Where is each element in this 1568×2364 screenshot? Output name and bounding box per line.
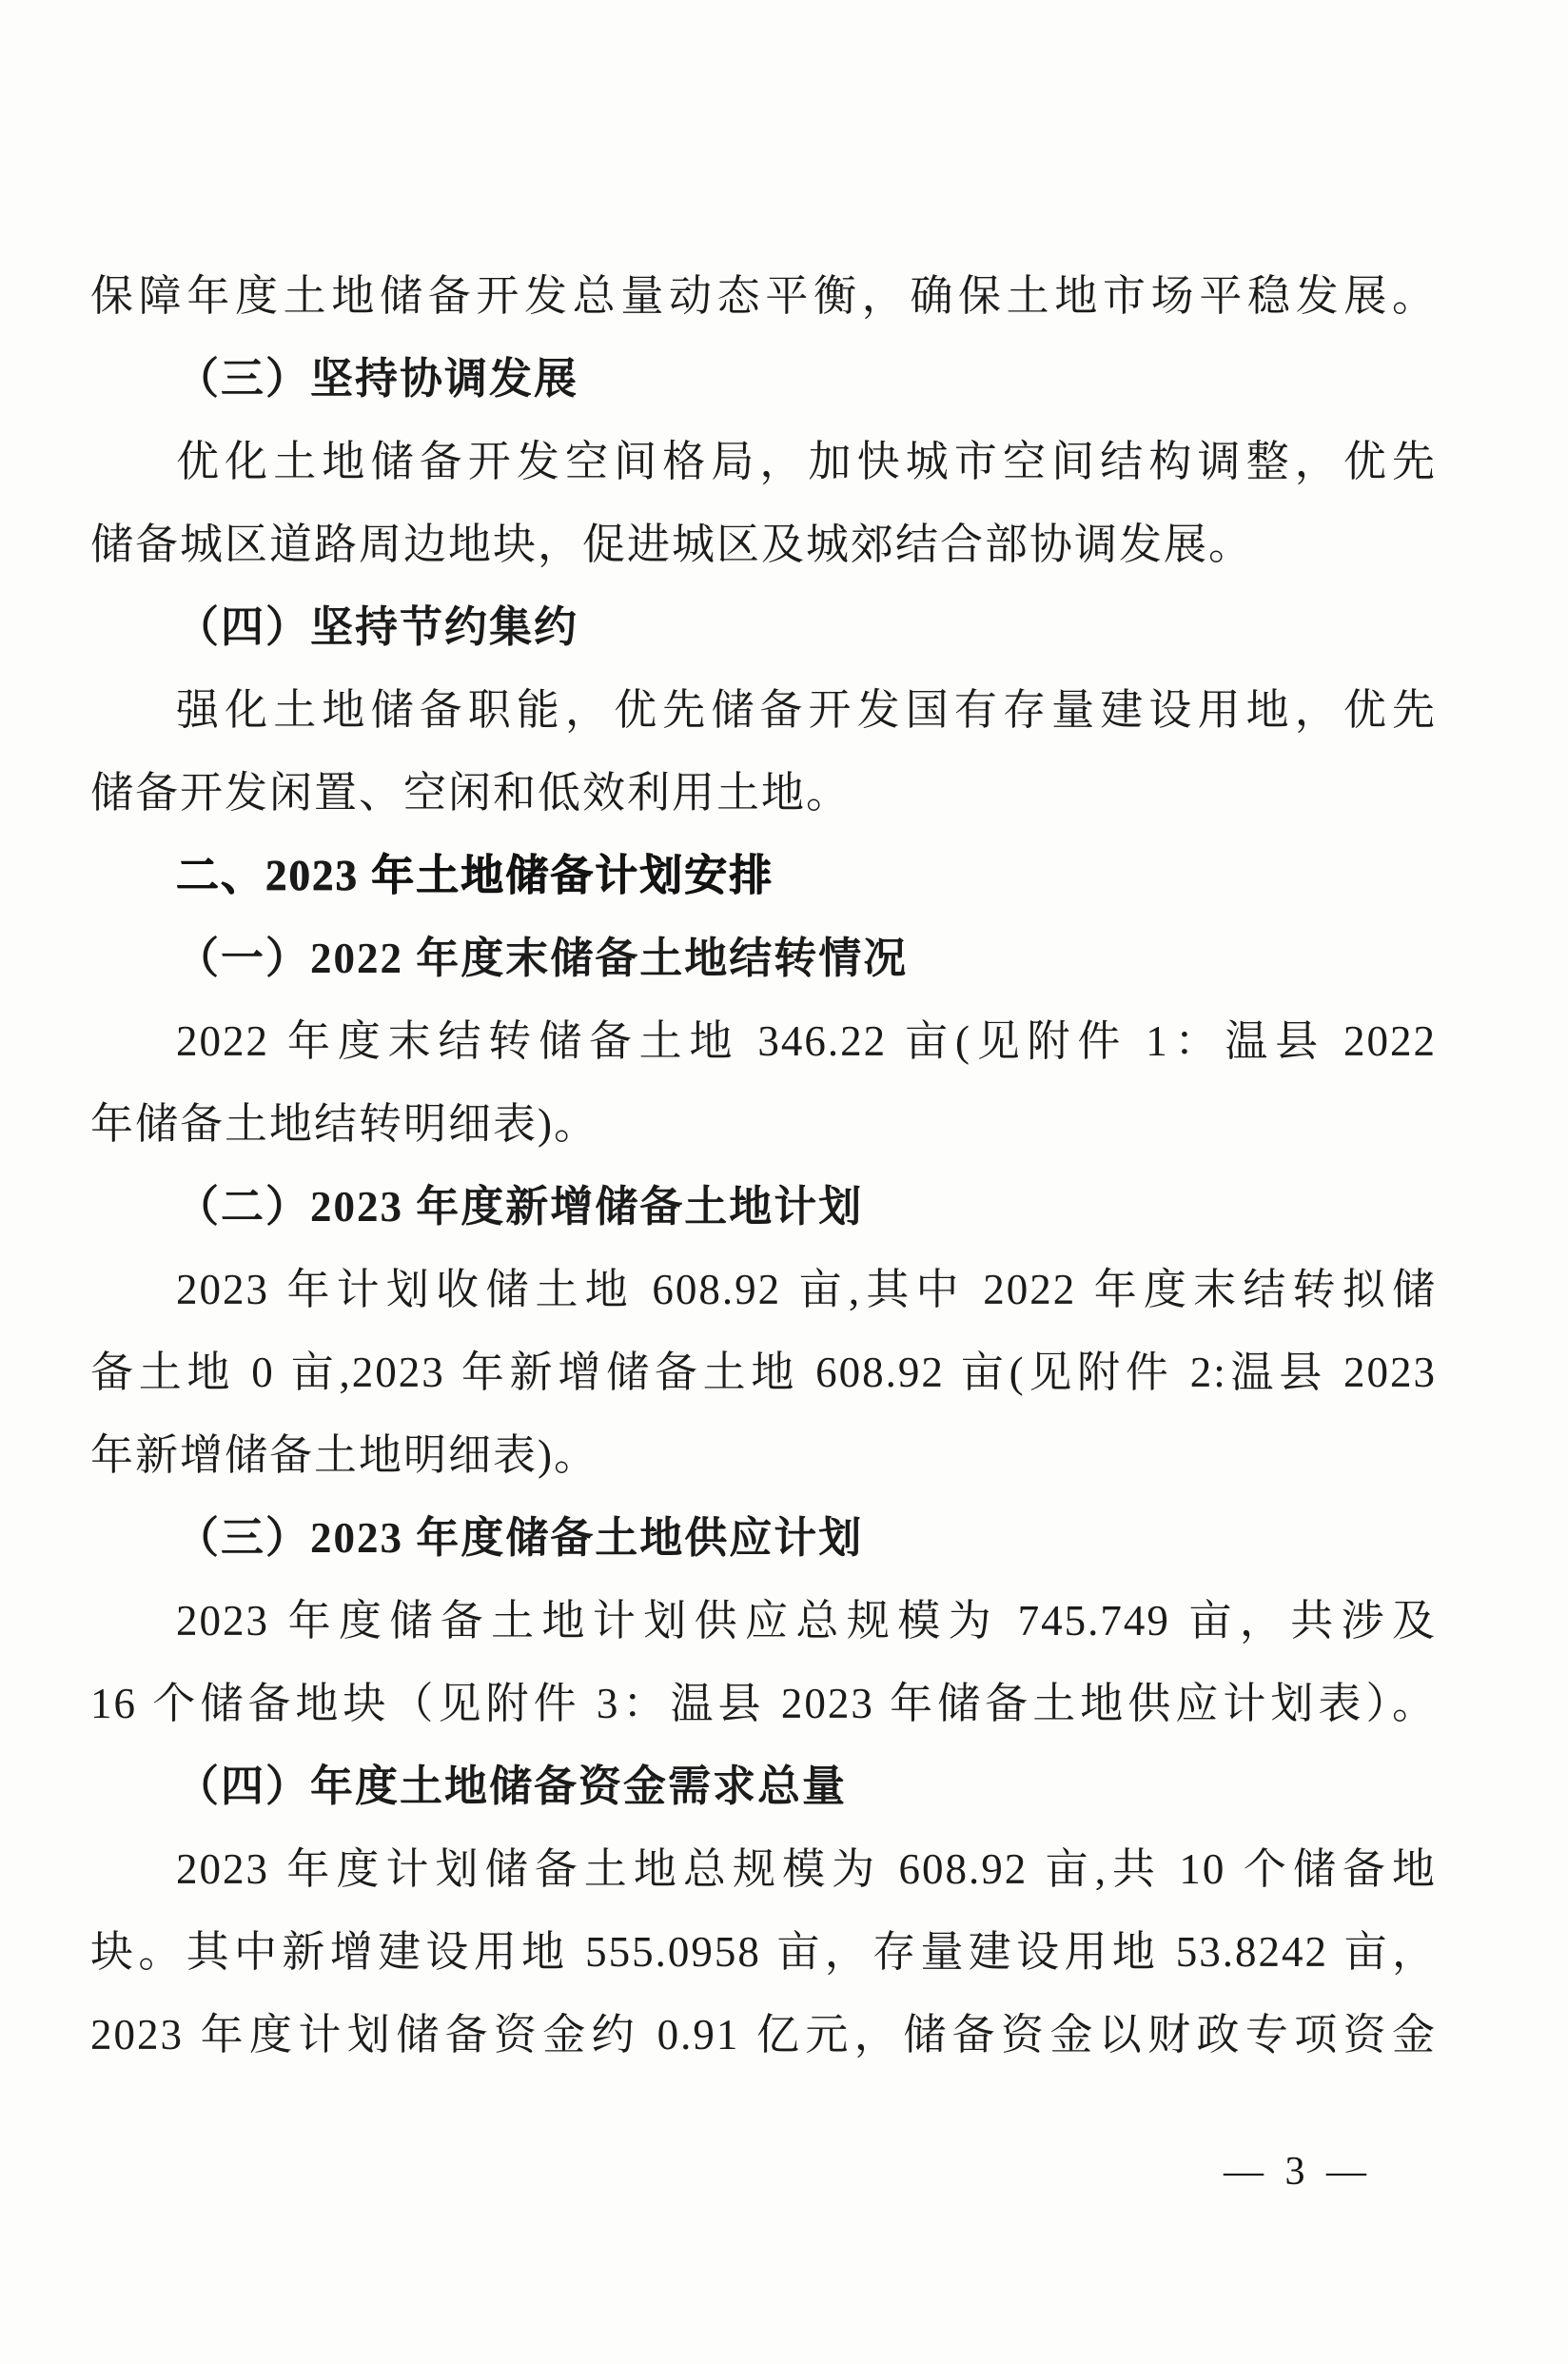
body-line: 2023 年度计划储备资金约 0.91 亿元，储备资金以财政专项资金 — [90, 2011, 1437, 2059]
body-line: 块。其中新增建设用地 555.0958 亩，存量建设用地 53.8242 亩， — [90, 1928, 1437, 1976]
body-line: 优化土地储备开发空间格局，加快城市空间结构调整，优先 — [176, 438, 1437, 485]
body-line: 储备开发闲置、空闲和低效利用土地。 — [90, 769, 852, 817]
section-heading: （三）2023 年度储备土地供应计划 — [176, 1514, 864, 1562]
page-number: — 3 — — [1224, 2150, 1372, 2194]
section-heading: （四）坚持节约集约 — [176, 603, 579, 651]
section-heading: （三）坚持协调发展 — [176, 355, 579, 403]
body-line: 16 个储备地块（见附件 3：温县 2023 年储备土地供应计划表）。 — [90, 1680, 1437, 1727]
body-line: 强化土地储备职能，优先储备开发国有存量建设用地，优先 — [176, 686, 1437, 734]
body-line: 2023 年度储备土地计划供应总规模为 745.749 亩，共涉及 — [176, 1597, 1437, 1645]
body-line: 备土地 0 亩,2023 年新增储备土地 608.92 亩(见附件 2:温县 2023 — [90, 1349, 1437, 1396]
document-body — [90, 255, 1437, 2077]
body-line: 保障年度土地储备开发总量动态平衡，确保土地市场平稳发展。 — [90, 272, 1437, 320]
body-line: 2023 年计划收储土地 608.92 亩,其中 2022 年度末结转拟储 — [176, 1266, 1437, 1313]
body-line: 2023 年度计划储备土地总规模为 608.92 亩,共 10 个储备地 — [176, 1845, 1437, 1893]
body-line: 2022 年度末结转储备土地 346.22 亩(见附件 1：温县 2022 — [176, 1017, 1437, 1065]
section-heading: （二）2023 年度新增储备土地计划 — [176, 1183, 864, 1231]
body-line: 储备城区道路周边地块，促进城区及城郊结合部协调发展。 — [90, 521, 1254, 568]
section-heading: （一）2022 年度末储备土地结转情况 — [176, 935, 909, 982]
section-heading: （四）年度土地储备资金需求总量 — [176, 1763, 848, 1810]
body-line: 年新增储备土地明细表)。 — [90, 1431, 598, 1479]
chapter-heading: 二、2023 年土地储备计划安排 — [176, 852, 774, 899]
body-line: 年储备土地结转明细表)。 — [90, 1100, 598, 1148]
